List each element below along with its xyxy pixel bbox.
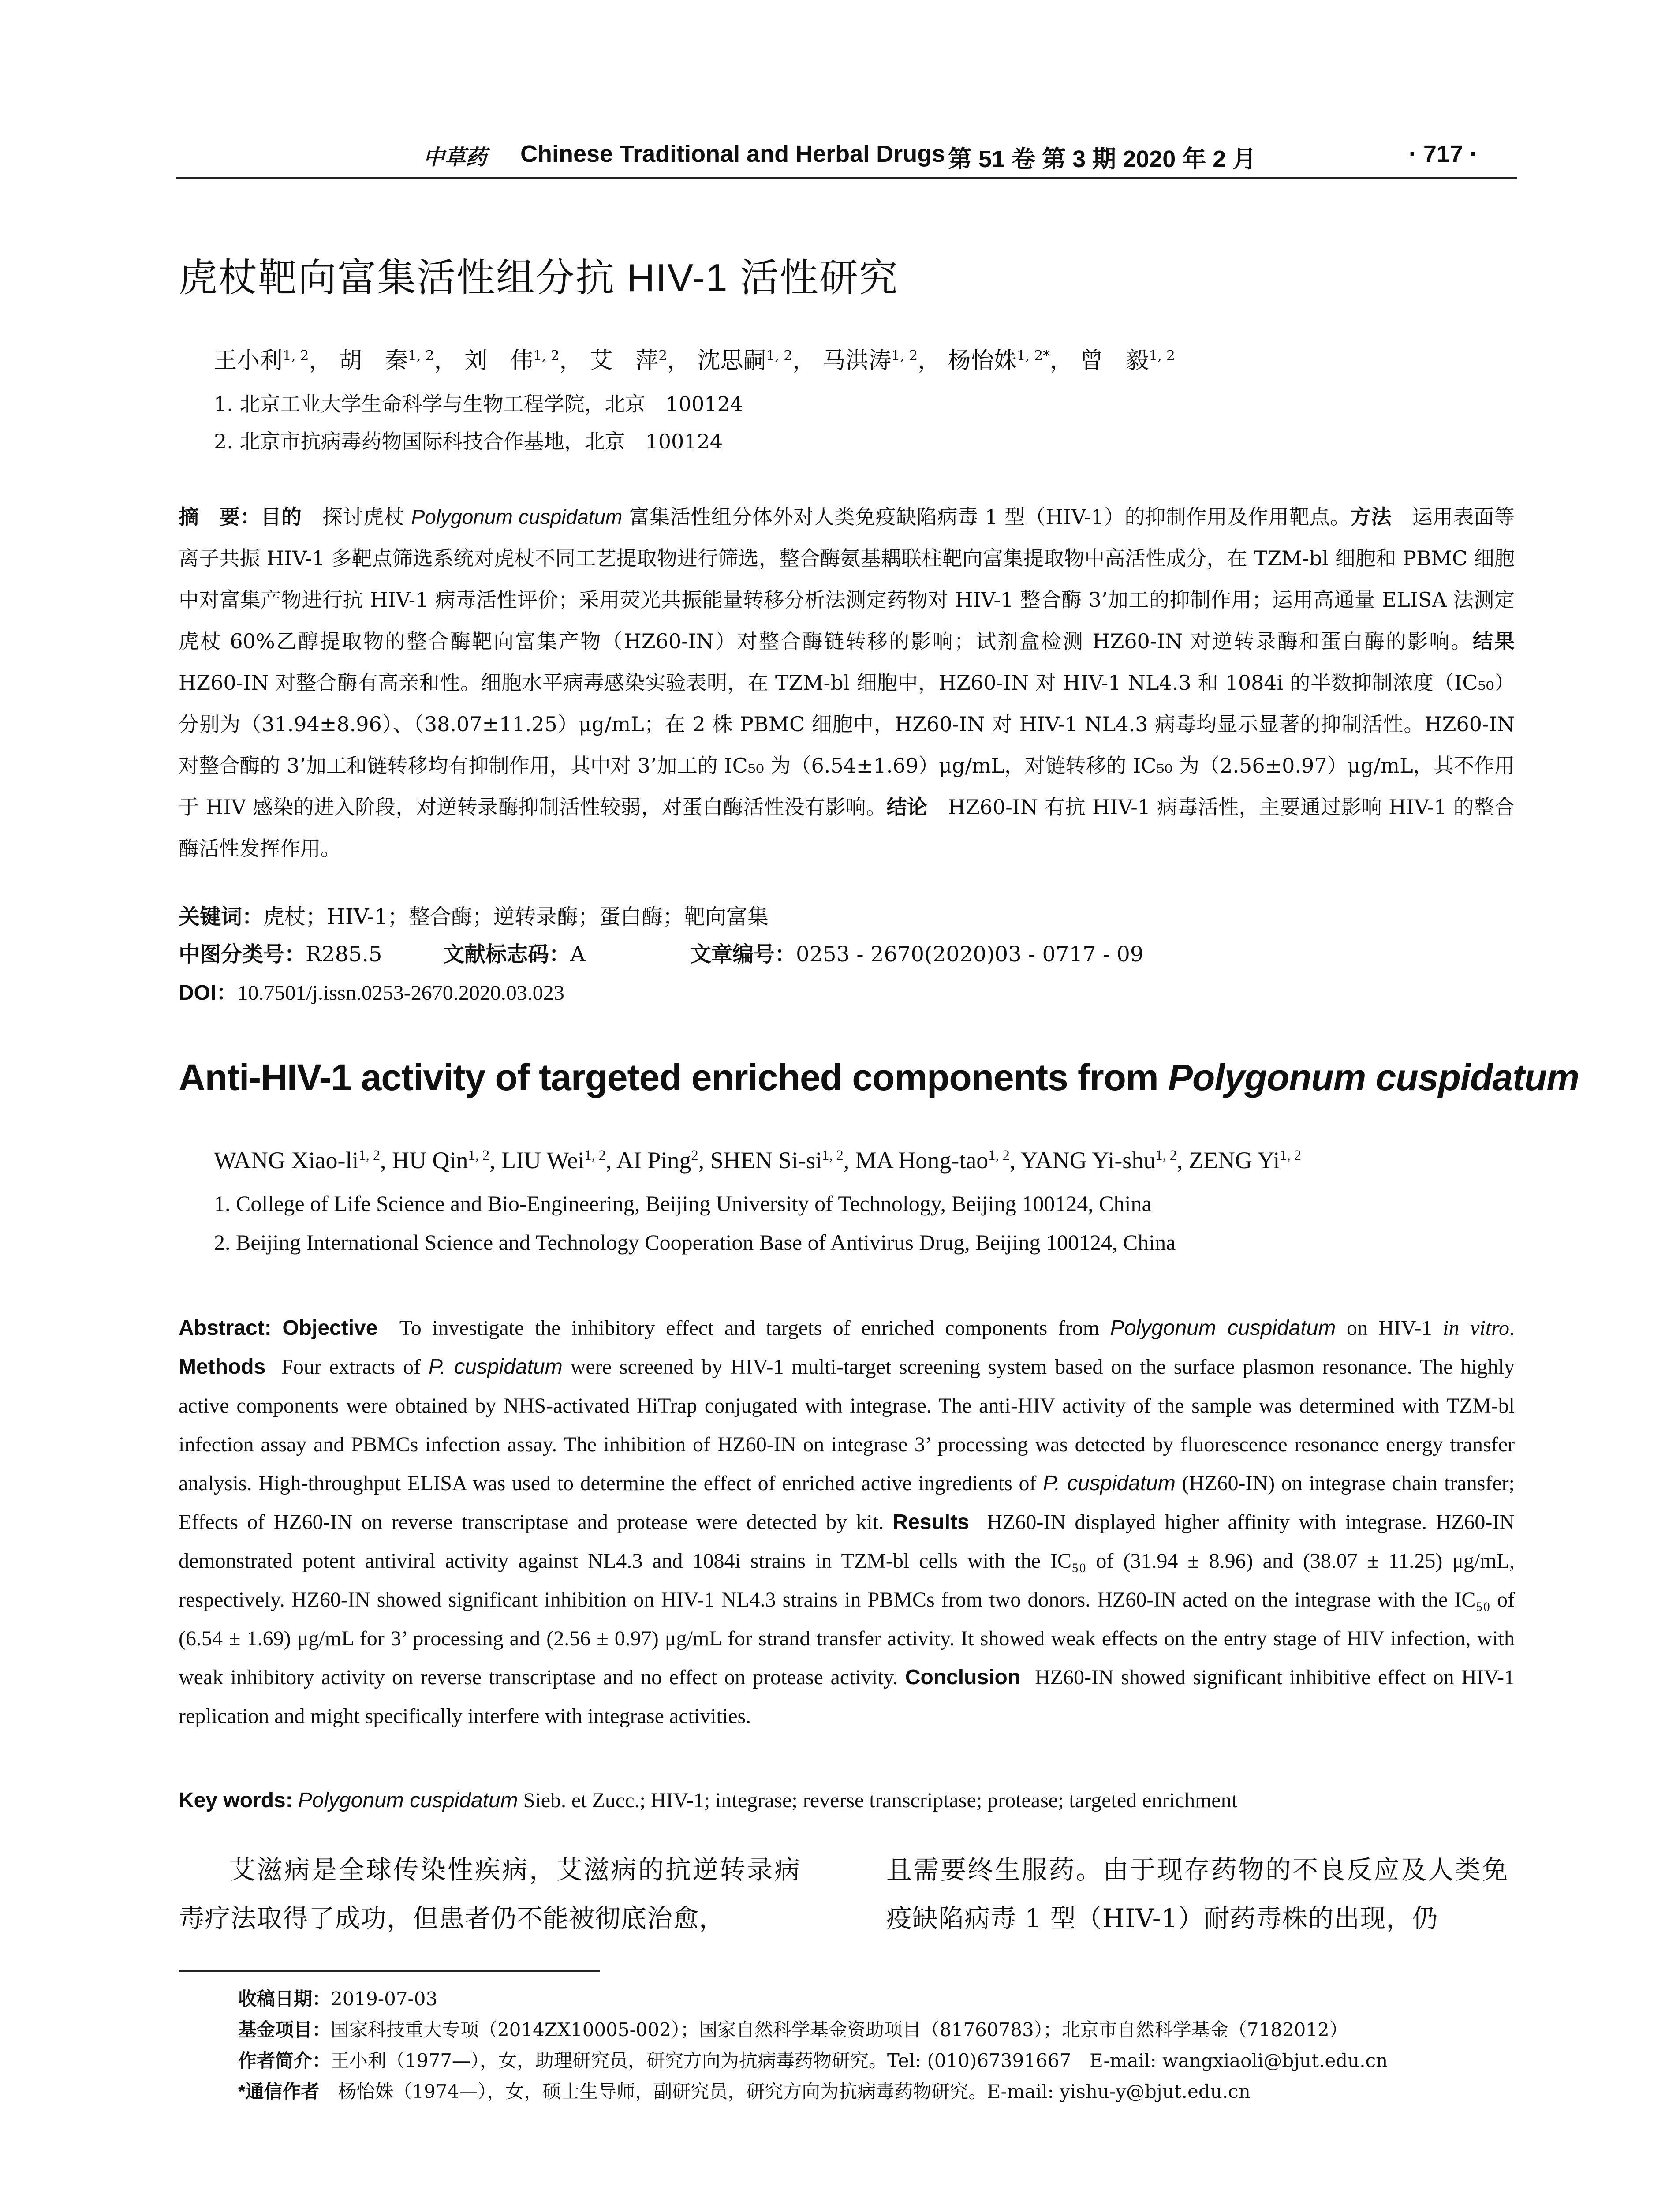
author-cn: 曾 毅$^{1, 2}$ — [1080, 348, 1175, 374]
journal-issue: 第 51 卷 第 3 期 2020 年 2 月 — [948, 146, 1257, 172]
title-cn: 虎杖靶向富集活性组分抗 HIV-1 活性研究 — [179, 256, 899, 299]
journal-name: Chinese Traditional and Herbal Drugs — [520, 141, 945, 167]
author-en: ZENG Yi$^{1, 2}$ — [1188, 1147, 1301, 1174]
methods-label: 方法 — [1350, 505, 1392, 528]
conclusion-label: 结论 — [886, 796, 928, 818]
author-cn: 胡 秦$^{1, 2}$ — [339, 348, 434, 374]
affiliation-en: 2. Beijing International Science and Technology Cooperation Base of Antivirus Drug, Beijing 100124, China — [214, 1230, 1176, 1255]
footnote-corresponding: *通信作者 杨怡姝（1974—），女，硕士生导师，副研究员，研究方向为抗病毒药物研究。E-mail: yishu-y@bjut.edu.cn — [238, 2081, 1251, 2102]
results-label: 结果 — [1472, 630, 1515, 653]
affiliation-cn: 1. 北京工业大学生命科学与生物工程学院，北京 100124 — [214, 392, 743, 416]
author-en: AI Ping$^2$ — [616, 1147, 698, 1174]
footnote-rule — [179, 1970, 600, 1972]
keywords-en: Key words: Polygonum cuspidatum Sieb. et Zucc.; HIV-1; integrase; reverse transcriptase; protease; targeted enrichment — [179, 1789, 1238, 1812]
author-en: LIU Wei$^{1, 2}$ — [501, 1147, 606, 1174]
author-en: WANG Xiao-li$^{1, 2}$ — [214, 1147, 381, 1174]
authors-en: WANG Xiao-li$^{1, 2}$, HU Qin$^{1, 2}$, LIU Wei$^{1, 2}$, AI Ping$^2$, SHEN Si-si$^{1, 2}$, MA Hong-tao$^{1, 2}$, YANG Yi-shu$^{1, 2}$, ZENG Yi$^{1, 2}$ — [214, 1147, 1301, 1174]
author-cn: 刘 伟$^{1, 2}$ — [464, 348, 560, 374]
body-text-right: 且需要终生服药。由于现存药物的不良反应及人类免疫缺陷病毒 1 型（HIV-1）耐药毒株的出现，仍 — [886, 1855, 1508, 1933]
footnote-received: 收稿日期：2019-07-03 — [238, 1988, 438, 2010]
footnote-author: 作者简介：王小利（1977—），女，助理研究员，研究方向为抗病毒药物研究。Tel: (010)67391667 E-mail: wangxiaoli@bjut.edu.cn — [238, 2050, 1388, 2071]
methods-label: Methods — [179, 1355, 266, 1379]
affiliation-cn: 2. 北京市抗病毒药物国际科技合作基地，北京 100124 — [214, 430, 723, 453]
objective-label: 目的 — [261, 505, 302, 528]
conclusion-label: Conclusion — [905, 1666, 1021, 1689]
page-number: · 717 · — [1409, 141, 1478, 167]
abstract-cn: 摘 要：目的 探讨虎杖 Polygonum cuspidatum 富集活性组分体外对人类免疫缺陷病毒 1 型（HIV-1）的抑制作用及作用靶点。方法 运用表面等离子共振 HIV-1 多靶点筛选系统对虎杖不同工艺提取物进行筛选，整合酶氨基耦联柱靶向富集提取物中高活性成分，在 TZM-bl 细胞和 PBMC 细胞中对富集产物进行抗 HIV-1 病毒活性评价；采用荧光共振能量转移分析法测定药物对 HIV-1 整合酶 3’加工的抑制作用；运用高通量 ELISA 法测定虎杖 60%乙醇提取物的整合酶靶向富集产物（HZ60-IN）对整合酶链转移的影响；试剂盒检测 HZ60-IN 对逆转录酶和蛋白酶的影响。结果 HZ60-IN 对整合酶有高亲和性。细胞水平病毒感染实验表明，在 TZM-bl 细胞中，HZ60-IN 对 HIV-1 NL4.3 和 1084i 的半数抑制浓度（IC₅₀）分别为（31.94±8.96）、（38.07±11.25）μg/mL；在 2 株 PBMC 细胞中，HZ60-IN 对 HIV-1 NL4.3 病毒均显示显著的抑制活性。HZ60-IN 对整合酶的 3’加工和链转移均有抑制作用，其中对 3’加工的 IC₅₀ 为（6.54±1.69）μg/mL，对链转移的 IC₅₀ 为（2.56±0.97）μg/mL，其不作用于 HIV 感染的进入阶段，对逆转录酶抑制活性较弱，对蛋白酶活性没有影响。结论 HZ60-IN 有抗 HIV-1 病毒活性，主要通过影响 HIV-1 的整合酶活性发挥作用。 — [179, 505, 1515, 860]
keywords-cn: 关键词：虎杖；HIV-1；整合酶；逆转录酶；蛋白酶；靶向富集 — [179, 904, 769, 929]
abstract-label: 摘 要： — [179, 505, 261, 528]
header-rule — [176, 177, 1517, 179]
affiliation-en: 1. College of Life Science and Bio-Engineering, Beijing University of Technology, Beijing 100124, China — [214, 1191, 1152, 1216]
author-cn: 沈思嗣$^{1, 2}$ — [697, 348, 793, 374]
results-label: Results — [892, 1510, 969, 1534]
journal-logo: 中草药 — [423, 145, 487, 170]
title-en: Anti-HIV-1 activity of targeted enriched components from Polygonum cuspidatum — [179, 1057, 1579, 1098]
classification-info: 中图分类号：R285.5 文献标志码：A 文章编号：0253 - 2670(2020)03 - 0717 - 09 — [179, 942, 1144, 967]
footnote-funding: 基金项目：国家科技重大专项（2014ZX10005-002）；国家自然科学基金资助项目（81760783）；北京市自然科学基金（7182012） — [238, 2019, 1348, 2041]
author-cn: 王小利$^{1, 2}$ — [214, 348, 309, 374]
author-cn: 艾 萍$^2$ — [590, 348, 668, 374]
objective-label: Objective — [282, 1316, 378, 1340]
author-en: SHEN Si-si$^{1, 2}$ — [710, 1147, 844, 1174]
abstract-label: Abstract: — [179, 1316, 272, 1340]
doi: DOI：10.7501/j.issn.0253-2670.2020.03.023 — [179, 981, 564, 1005]
author-cn: 马洪涛$^{1, 2}$ — [822, 348, 918, 374]
author-en: MA Hong-tao$^{1, 2}$ — [855, 1147, 1010, 1174]
author-en: HU Qin$^{1, 2}$ — [392, 1147, 490, 1174]
authors-cn: 王小利$^{1, 2}$， 胡 秦$^{1, 2}$， 刘 伟$^{1, 2}$， 艾 萍$^2$， 沈思嗣$^{1, 2}$， 马洪涛$^{1, 2}$， 杨怡姝$^{1, 2*}$， 曾 毅$^{1, 2}$ — [214, 348, 1175, 374]
species-name: Polygonum cuspidatum — [411, 505, 623, 528]
body-text-left: 艾滋病是全球传染性疾病，艾滋病的抗逆转录病毒疗法取得了成功，但患者仍不能被彻底治愈， — [179, 1855, 800, 1933]
author-en: YANG Yi-shu$^{1, 2}$ — [1020, 1147, 1177, 1174]
abstract-en: Abstract: Objective To investigate the inhibitory effect and targets of enriched components from Polygonum cuspidatum on HIV-1 in vitro. Methods Four extracts of P. cuspidatum were screened by HIV-1 multi-target screening system based on the surface plasmon resonance. The highly active components were obtained by NHS-activated HiTrap conjugated with integrase. The anti-HIV activity of the sample was determined with TZM-bl infection assay and PBMCs infection assay. The inhibition of HZ60-IN on integrase 3’ processing was detected by fluorescence resonance energy transfer analysis. High-throughput ELISA was used to determine the effect of enriched active ingredients of P. cuspidatum (HZ60-IN) on integrase chain transfer; Effects of HZ60-IN on reverse transcriptase and protease were detected by kit. Results HZ60-IN displayed higher affinity with integrase. HZ60-IN demonstrated potent antiviral activity against NL4.3 and 1084i strains in TZM-bl cells with the IC₅₀ of (31.94 ± 8.96) and (38.07 ± 11.25) μg/mL, respectively. HZ60-IN showed significant inhibition on HIV-1 NL4.3 strains in PBMCs from two donors. HZ60-IN acted on the integrase with the IC₅₀ of (6.54 ± 1.69) μg/mL for 3’ processing and (2.56 ± 0.97) μg/mL for strand transfer activity. It showed weak effects on the entry stage of HIV infection, with weak inhibitory activity on reverse transcriptase and no effect on protease activity. Conclusion HZ60-IN showed significant inhibitive effect on HIV-1 replication and might specifically interfere with integrase activities. — [179, 1316, 1515, 1728]
author-cn: 杨怡姝$^{1, 2*}$ — [948, 348, 1050, 374]
